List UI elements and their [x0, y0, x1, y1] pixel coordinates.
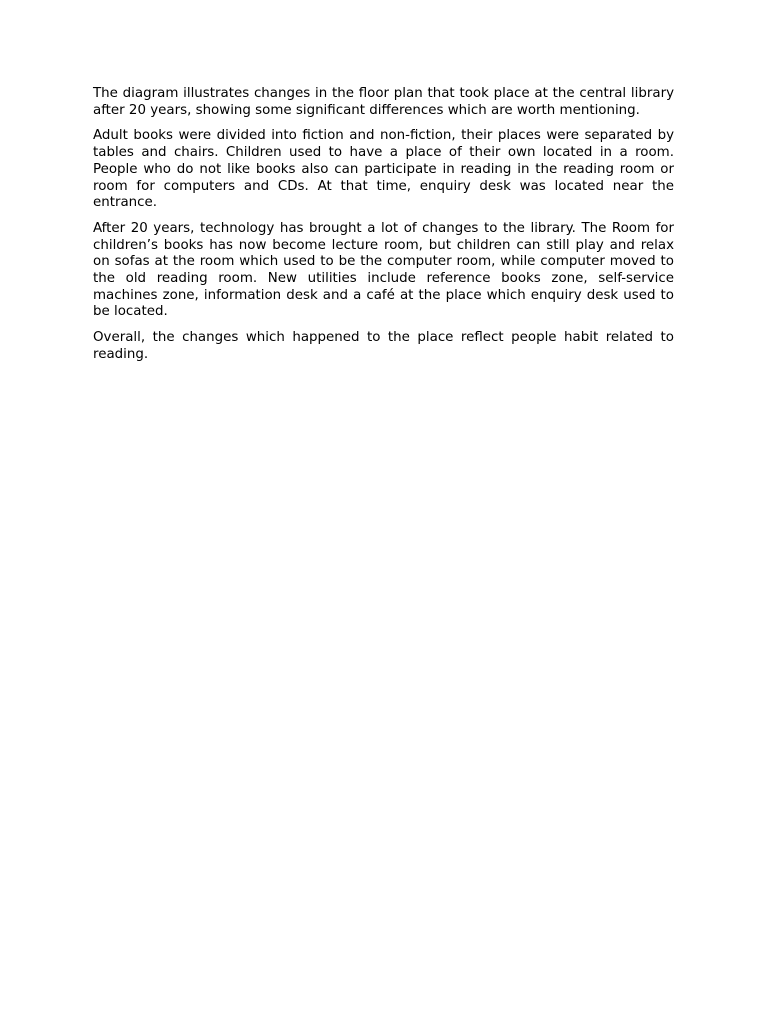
paragraph-introduction: The diagram illustrates changes in the floor plan that took place at the central library after 20 years, showing some significant differences which are worth mentioning.	[93, 86, 674, 118]
paragraph-overall: Overall, the changes which happened to the place reflect people habit related to reading.	[93, 330, 674, 362]
paragraph-past-layout: Adult books were divided into fiction and non-fiction, their places were separated by tables and chairs. Children used to have a place of their own located in a room. People who do not like books also can participate in reading in the reading room or room for computers and CDs. At that time, enquiry desk was located near the entrance.	[93, 128, 674, 211]
paragraph-present-layout: After 20 years, technology has brought a lot of changes to the library. The Room for children’s books has now become lecture room, but children can still play and relax on sofas at the room which used to be the computer room, while computer moved to the old reading room. New utilities include reference books zone, self-service machines zone, information desk and a café at the place which enquiry desk used to be located.	[93, 220, 674, 320]
document-page	[93, 86, 674, 373]
